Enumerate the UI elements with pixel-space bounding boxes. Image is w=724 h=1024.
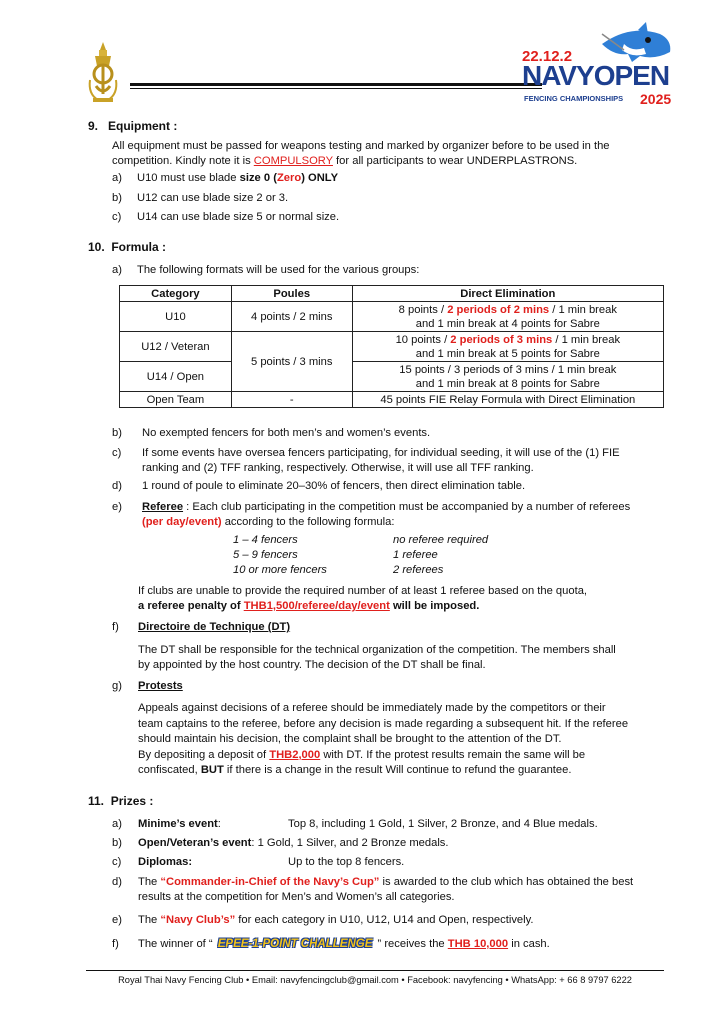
table-header-row bbox=[120, 286, 664, 302]
navy-emblem-logo bbox=[86, 40, 120, 104]
protests-para: Appeals against decisions of a referee should be immediately made by the competitors or their team captains to the referee, before any decision is made regarding a subsequent hit. If the referee should maintain his decision, the complaint shall be brought to the attention of the DT. By depositing a deposit of THB2,000 with DT. If the protest results remain the same will be confiscated, BUT if there is a change in the result Will continue to refund the guarantee. bbox=[138, 702, 629, 776]
table-cell: 45 points FIE Relay Formula with Direct Elimination bbox=[352, 392, 663, 408]
event-sub: FENCING CHAMPIONSHIPS bbox=[524, 94, 624, 103]
section-9-item-a: a) U10 must use blade size 0 (Zero) ONLY bbox=[112, 172, 339, 184]
dt-para: The DT shall be responsible for the technical organization of the competition. The members shall by appointed by the host country. The decision of the DT shall be final. bbox=[138, 644, 616, 671]
section-9-title: 9. Equipment : bbox=[88, 119, 178, 133]
table-row bbox=[120, 332, 664, 362]
table-cell: 5 points / 3 mins bbox=[231, 332, 352, 392]
section-11-title: 11. Prizes : bbox=[88, 794, 154, 808]
section-10-item-c: c) If some events have oversea fencers participating, for individual seeding, it will use of the (1) FIE ranking and (2) TFF ranking, respectively. Otherwise, it will use all TFF ranking. bbox=[112, 447, 620, 474]
prize-f: f) The winner of “ EPEE-1-POINT CHALLENGE ” receives the THB 10,000 in cash. bbox=[112, 938, 550, 950]
event-year: 2025 bbox=[640, 91, 672, 107]
formula-table bbox=[119, 285, 664, 408]
section-10-item-f: f) Directoire de Technique (DT) bbox=[112, 621, 291, 633]
prize-c: c) Diplomas: Up to the top 8 fencers. bbox=[112, 856, 405, 868]
section-10-item-d: d) 1 round of poule to eliminate 20–30% of fencers, then direct elimination table. bbox=[112, 480, 526, 492]
prize-d: d) The “Commander-in-Chief of the Navy’s Cup” is awarded to the club which has obtained the best results at the competition for Men’s and Women’s all categories. bbox=[112, 876, 634, 903]
footer-contact: Royal Thai Navy Fencing Club • Email: navyfencingclub@gmail.com • Facebook: navyfencing • WhatsApp: + 66 8 9797 6222 bbox=[118, 975, 632, 985]
section-10-item-b: b) No exempted fencers for both men’s and women’s events. bbox=[112, 427, 431, 439]
section-10-item-e: e) Referee : Each club participating in the competition must be accompanied by a number of referees (per day/event) according to the following formula: bbox=[112, 501, 631, 528]
referee-table: 1 – 4 fencers no referee required 5 – 9 fencers 1 referee 10 or more fencers 2 referees bbox=[233, 534, 489, 576]
header-rule bbox=[130, 83, 542, 86]
section-10-item-a: a) The following formats will be used for the various groups: bbox=[112, 264, 420, 276]
section-9-line-1: All equipment must be passed for weapons testing and marked by organizer before to be used in the bbox=[112, 140, 610, 152]
section-9-line-2: competition. Kindly note it is COMPULSORY for all participants to wear UNDERPLASTRONS. bbox=[112, 155, 578, 167]
navy-open-logo bbox=[520, 22, 680, 112]
footer-rule bbox=[86, 970, 664, 971]
table-cell: 4 points / 2 mins bbox=[231, 302, 352, 332]
table-row bbox=[120, 362, 664, 392]
section-9-item-c: c) U14 can use blade size 5 or normal size. bbox=[112, 211, 340, 223]
table-cell: 8 points / 2 periods of 2 mins / 1 min break and 1 min break at 4 points for Sabre bbox=[352, 302, 663, 332]
table-cell: U14 / Open bbox=[120, 362, 232, 392]
table-row bbox=[120, 302, 664, 332]
table-cell: - bbox=[231, 392, 352, 408]
table-header-category: Category bbox=[120, 286, 232, 302]
epee-challenge-logo: EPEE-1-POINT CHALLENGE bbox=[217, 938, 373, 950]
prize-a: a) Minime’s event: Top 8, including 1 Gold, 1 Silver, 2 Bronze, and 4 Blue medals. bbox=[112, 818, 598, 830]
referee-label: Referee bbox=[142, 501, 184, 513]
table-cell: U10 bbox=[120, 302, 232, 332]
section-9-item-b: b) U12 can use blade size 2 or 3. bbox=[112, 192, 289, 204]
table-cell: 10 points / 2 periods of 3 mins / 1 min break and 1 min break at 5 points for Sabre bbox=[352, 332, 663, 362]
header-rule-thin bbox=[130, 88, 542, 89]
prize-b: b) Open/Veteran’s event: 1 Gold, 1 Silver, and 2 Bronze medals. bbox=[112, 837, 449, 849]
referee-penalty: If clubs are unable to provide the required number of at least 1 referee based on the quota, a referee penalty of THB1,500/referee/day/event will be imposed. bbox=[138, 585, 588, 612]
prize-e: e) The “Navy Club’s” for each category in U10, U12, U14 and Open, respectively. bbox=[112, 914, 534, 926]
table-cell: U12 / Veteran bbox=[120, 332, 232, 362]
table-cell: 15 points / 3 periods of 3 mins / 1 min break and 1 min break at 8 points for Sabre bbox=[352, 362, 663, 392]
section-10-item-g: g) Protests bbox=[112, 680, 183, 692]
table-header-de: Direct Elimination bbox=[352, 286, 663, 302]
event-name: NAVYOPEN bbox=[522, 60, 670, 91]
event-date: 22.12.2 bbox=[522, 48, 573, 65]
table-row bbox=[120, 392, 664, 408]
section-10-title: 10. Formula : bbox=[88, 240, 167, 254]
section-9-para bbox=[112, 139, 664, 169]
table-header-poules: Poules bbox=[231, 286, 352, 302]
table-cell: Open Team bbox=[120, 392, 232, 408]
